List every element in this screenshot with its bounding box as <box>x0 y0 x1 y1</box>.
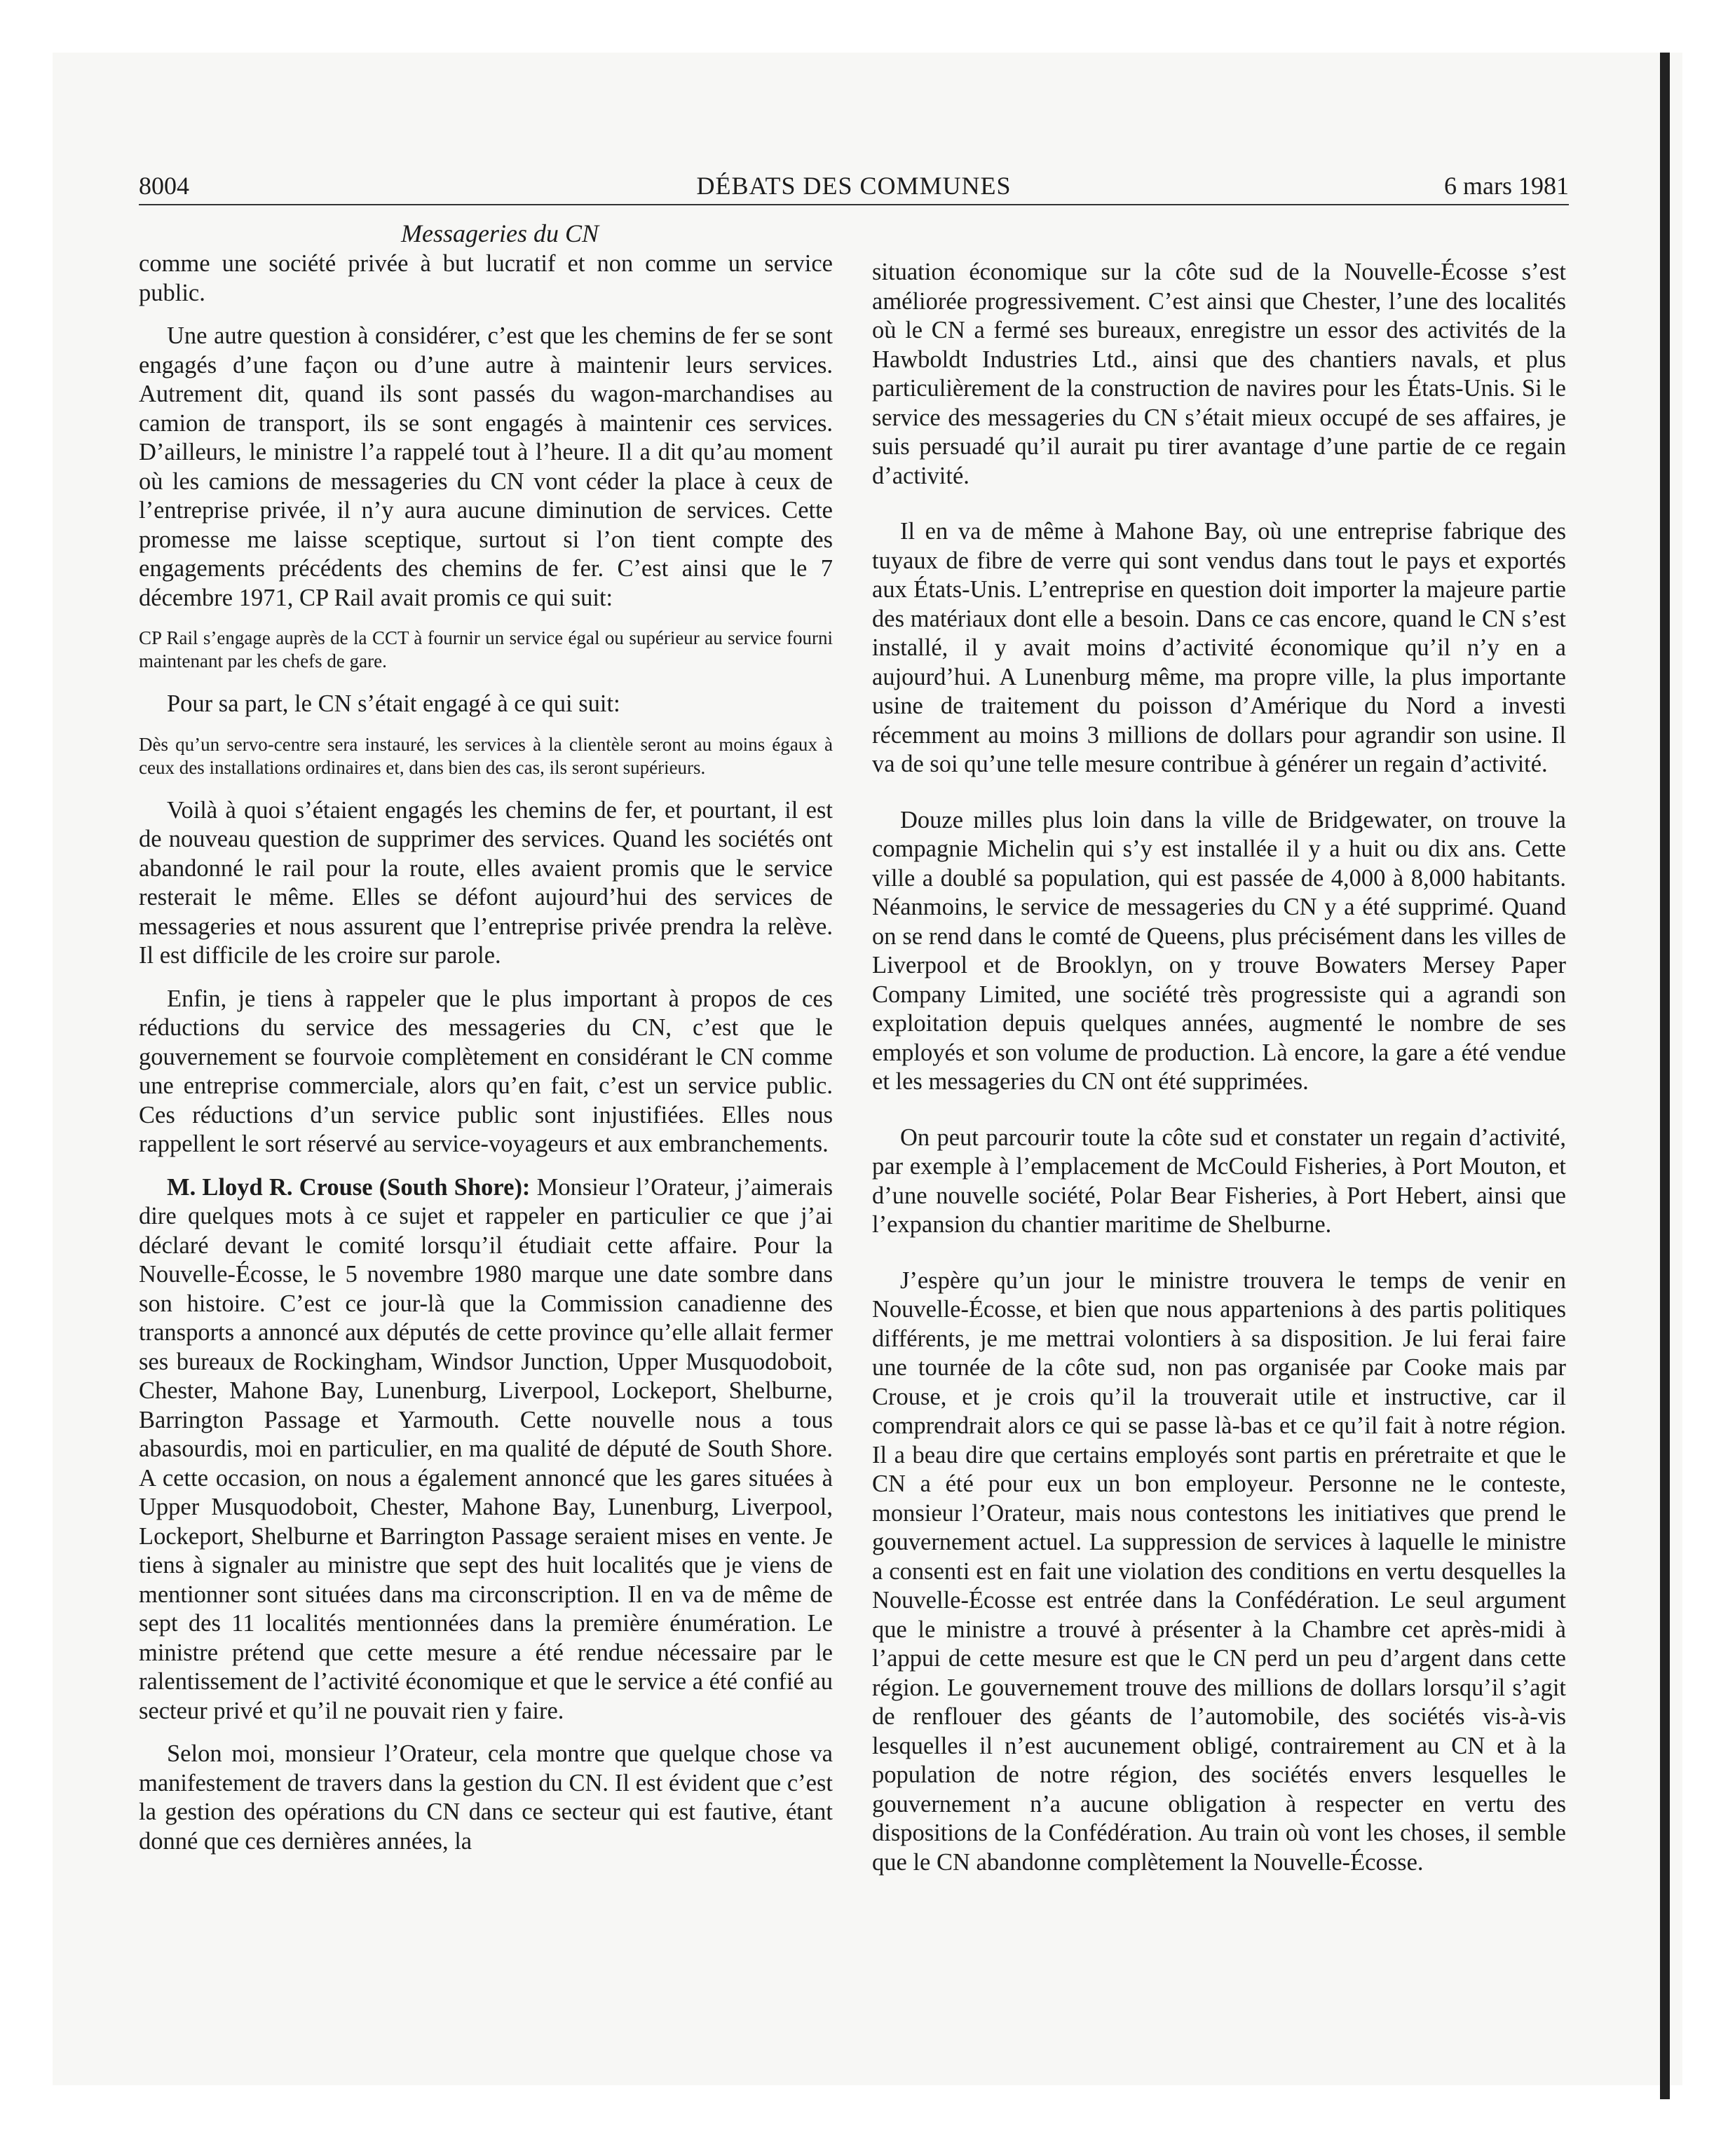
paragraph: Enfin, je tiens à rappeler que le plus important à propos de ces réductions du service des messageries du CN, c’est que le gouvernement se fourvoie complètement en considérant le CN comme une entreprise commerciale, alors qu’en fait, c’est un service public. Ces réductions d’un service public sont injustifiées. Elles nous rappellent le sort réservé au service-voyageurs et aux embranchements. <box>139 985 833 1157</box>
block-quote: CP Rail s’engage auprès de la CCT à fournir un service égal ou supérieur au service fourni maintenant par les chefs de gare. <box>139 627 833 671</box>
paragraph: Douze milles plus loin dans la ville de Bridgewater, on trouve la compagnie Michelin qui s’y est installée il y a huit ou dix ans. Cette ville a doublé sa population, qui est passée de 4,000 à 8,000 habitants. Néanmoins, le service de messageries du CN y a été supprimé. Quand on se rend dans le comté de Queens, plus précisément dans les villes de Liverpool et de Brooklyn, on y trouve Bowaters Mersey Paper Company Limited, une société très progressiste qui a agrandi son exploitation depuis quelques années, augmenté le nombre de ses employés et son volume de production. Là encore, la gare a été vendue et les messageries du CN ont été supprimées. <box>872 806 1566 1095</box>
paragraph: Il en va de même à Mahone Bay, où une entreprise fabrique des tuyaux de fibre de verre qui sont vendus dans tout le pays et exportés aux États-Unis. L’entreprise en question doit importer la majeure partie des matériaux dont elle a besoin. Dans ce cas encore, quand le CN s’est installé, il y avait moins d’activité économique qu’il n’y en a aujourd’hui. A Lunenburg même, ma propre ville, la plus importante usine de traitement du poisson d’Amérique du Nord a investi récemment au moins 3 millions de dollars pour agrandir son usine. Il va de soi qu’une telle mesure contribue à générer un regain d’activité. <box>872 518 1566 777</box>
page-date: 6 mars 1981 <box>1444 172 1569 200</box>
speaker-name: M. Lloyd R. Crouse (South Shore): <box>167 1173 531 1201</box>
left-column <box>139 217 833 1870</box>
speech-text: Monsieur l’Orateur, j’aimerais dire quelques mots à ce sujet et rappeler en particulier ce que j’ai déclaré devant le comité lorsqu’il étudiait cette affaire. Pour la Nouvelle-Écosse, le 5 novembre 1980 marque une date sombre dans son histoire. C’est ce jour-là que la Commission canadienne des transports a annoncé aux députés de cette province qu’elle allait fermer ses bureaux de Rockingham, Windsor Junction, Upper Musquodoboit, Chester, Mahone Bay, Lunenburg, Liverpool, Lockeport, Shelburne, Barrington Passage et Yarmouth. Cette nouvelle nous a tous abasourdis, moi en particulier, en ma qualité de député de South Shore. A cette occasion, on nous a également annoncé que les gares situées à Upper Musquodoboit, Chester, Mahone Bay, Lunenburg, Liverpool, Lockeport, Shelburne et Barrington Passage seraient mises en vente. Je tiens à signaler au ministre que sept des huit localités que je viens de mentionner sont situées dans ma circonscription. Il en va de même de sept des 11 localités mentionnées dans la première énumération. Le ministre prétend que cette mesure a été rendue nécessaire par le ralentissement de l’activité économique et que le service a été confié au secteur privé et qu’il ne pouvait rien y faire. <box>139 1173 834 1724</box>
paragraph: Voilà à quoi s’étaient engagés les chemins de fer, et pourtant, il est de nouveau question de supprimer des services. Quand les sociétés ont abandonné le rail pour la route, elles avaient promis que le service resterait le même. Elles se défont aujourd’hui des services de messageries et nous assurent que l’entreprise privée prendra la relève. Il est difficile de les croire sur parole. <box>139 796 833 969</box>
scan-edge-bar <box>1660 53 1670 2099</box>
page-header <box>139 171 1569 206</box>
paragraph: On peut parcourir toute la côte sud et constater un regain d’activité, par exemple à l’emplacement de McCould Fisheries, à Port Mouton, et d’une nouvelle société, Polar Bear Fisheries, à Port Hebert, ainsi que l’expansion du chantier maritime de Shelburne. <box>872 1124 1566 1238</box>
page-number: 8004 <box>139 172 189 200</box>
block-quote: Dès qu’un servo-centre sera instauré, les services à la clientèle seront au moins égaux à ceux des installations ordinaires et, dans bien des cas, ils seront supérieurs. <box>139 733 833 778</box>
running-head: Messageries du CN <box>401 219 599 247</box>
paragraph: situation économique sur la côte sud de la Nouvelle-Écosse s’est améliorée progressivement. C’est ainsi que Chester, l’une des localités où le CN a fermé ses bureaux, enregistre un essor des activités de la Hawboldt Industries Ltd., ainsi que des chantiers navals, et plus particulièrement de la construction de navires pour les États-Unis. Si le service des messageries du CN s’était mieux occupé de ses affaires, je suis persuadé qu’il aurait pu tirer avantage d’une partie de ce regain d’activité. <box>872 259 1566 489</box>
speech-paragraph <box>139 1173 833 1726</box>
paragraph: comme une société privée à but lucratif et non comme un service public. <box>139 250 833 306</box>
paragraph: Une autre question à considérer, c’est que les chemins de fer se sont engagés d’une façon ou d’une autre à maintenir leurs services. Autrement dit, quand ils sont passés du wagon-marchandises au camion de transport, ils se sont engagés à maintenir ces services. D’ailleurs, le ministre l’a rappelé tout à l’heure. Il a dit qu’au moment où les camions de messageries du CN vont céder la place à ceux de l’entreprise privée, il n’y aura aucune diminution de services. Cette promesse me laisse sceptique, surtout si l’on tient compte des engagements précédents des chemins de fer. C’est ainsi que le 7 décembre 1971, CP Rail avait promis ce qui suit: <box>139 322 833 611</box>
right-column <box>872 258 1566 1904</box>
paragraph: J’espère qu’un jour le ministre trouvera le temps de venir en Nouvelle-Écosse, et bien que nous appartenions à des partis politiques différents, je me mettrai volontiers à sa disposition. Je lui ferai faire une tournée de la côte sud, non pas organisée par Cooke mais par Crouse, et je crois qu’il la trouverait utile et instructive, car il comprendrait alors ce qui se passe là-bas et ce qu’il fait à notre région. Il a beau dire que certains employés sont partis en préretraite et que le CN a été pour eux un bon employeur. Personne ne le conteste, monsieur l’Orateur, mais nous contestons les initiatives que prend le gouvernement actuel. La suppression de services à laquelle le ministre a consenti est en fait une violation des conditions en vertu desquelles la Nouvelle-Écosse est entrée dans la Confédération. Le seul argument que le ministre a trouvé à présenter à la Chambre cet après-midi à l’appui de cette mesure est que le CN perd un peu d’argent dans cette région. Le gouvernement trouve des millions de dollars lorsqu’il s’agit de renflouer des géants de l’automobile, des sociétés vis-à-vis lesquelles il n’est aucunement obligé, contrairement au CN et à la population de notre région, des sociétés envers lesquelles le gouvernement n’a aucune obligation à respecter en vertu des dispositions de la Confédération. Au train où vont les choses, il semble que le CN abandonne complètement la Nouvelle-Écosse. <box>872 1267 1566 1876</box>
paragraph: Pour sa part, le CN s’était engagé à ce qui suit: <box>167 690 620 717</box>
paragraph: Selon moi, monsieur l’Orateur, cela montre que quelque chose va manifestement de travers dans la gestion du CN. Il est évident que c’est la gestion des opérations du CN dans ce secteur qui est fautive, étant donné que ces dernières années, la <box>139 1740 833 1855</box>
publication-title: DÉBATS DES COMMUNES <box>696 172 1012 200</box>
header-rule <box>139 204 1569 205</box>
